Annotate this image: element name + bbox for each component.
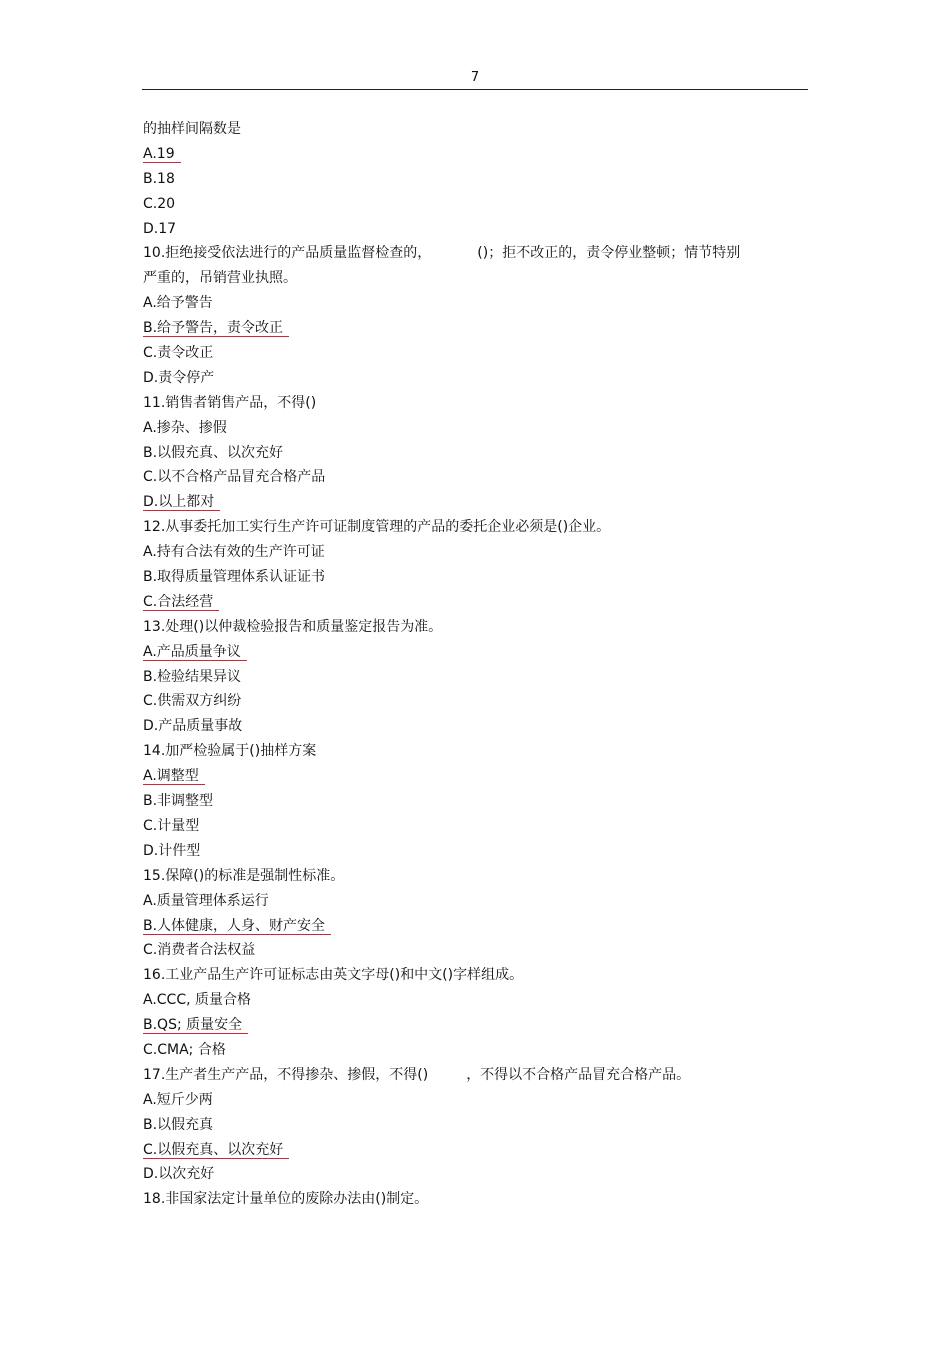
page-number: 7 — [470, 70, 480, 85]
q12-option-a: A.持有合法有效的生产许可证 — [143, 544, 325, 561]
header-rule — [142, 89, 808, 90]
question-10-part2: ()；拒不改正的，责令停业整顿；情节特别 — [477, 245, 741, 262]
question-13: 13.处理()以仲裁检验报告和质量鉴定报告为准。 — [143, 618, 443, 635]
question-12: 12.从事委托加工实行生产许可证制度管理的产品的委托企业必须是()企业。 — [143, 519, 611, 536]
q11-option-d — [143, 490, 803, 515]
question-15: 15.保障()的标准是强制性标准。 — [143, 867, 345, 884]
question-11: 11.销售者销售产品，不得() — [143, 394, 317, 411]
q17-option-a: A.短斤少两 — [143, 1091, 213, 1108]
q12-option-c — [143, 590, 803, 615]
q16-option-c: C.CMA; 合格 — [143, 1041, 226, 1058]
marked-answer: B.人体健康，人身、财产安全 — [143, 918, 331, 935]
q9-option-c: C.20 — [143, 195, 176, 212]
question-17 — [143, 1063, 803, 1088]
question-17-part1: 17.生产者生产产品，不得掺杂、掺假，不得() — [143, 1066, 429, 1083]
q15-option-b — [143, 914, 803, 939]
q17-option-d: D.以次充好 — [143, 1166, 215, 1183]
q13-option-b: B.检验结果异议 — [143, 668, 242, 685]
marked-answer: B.给予警告，责令改正 — [143, 320, 289, 337]
q10-option-a: A.给予警告 — [143, 295, 213, 312]
q14-option-a — [143, 764, 803, 789]
q14-option-d: D.计件型 — [143, 842, 201, 859]
q9-option-d: D.17 — [143, 220, 177, 237]
marked-answer: C.以假充真、以次充好 — [143, 1142, 289, 1159]
marked-answer: A.产品质量争议 — [143, 644, 247, 661]
q16-option-b — [143, 1013, 803, 1038]
q13-option-c: C.供需双方纠纷 — [143, 693, 242, 710]
marked-answer: C.合法经营 — [143, 594, 219, 611]
q17-option-b: B.以假充真 — [143, 1116, 214, 1133]
q14-option-b: B.非调整型 — [143, 793, 214, 810]
q11-option-a: A.掺杂、掺假 — [143, 419, 227, 436]
document-body — [143, 117, 803, 1212]
q10-option-d: D.责令停产 — [143, 369, 215, 386]
question-10 — [143, 241, 803, 266]
marked-answer: A.19 — [143, 146, 181, 163]
q11-option-b: B.以假充真、以次充好 — [143, 444, 284, 461]
q10-option-b — [143, 316, 803, 341]
question-14: 14.加严检验属于()抽样方案 — [143, 743, 317, 760]
marked-answer: D.以上都对 — [143, 494, 220, 511]
q15-option-a: A.质量管理体系运行 — [143, 892, 269, 909]
q9-option-a — [143, 142, 803, 167]
marked-answer: A.调整型 — [143, 768, 205, 785]
q17-option-c — [143, 1138, 803, 1163]
q10-option-c: C.责令改正 — [143, 345, 214, 362]
question-10-continuation: 严重的，吊销营业执照。 — [143, 270, 297, 287]
q12-option-b: B.取得质量管理体系认证证书 — [143, 569, 326, 586]
question-16: 16.工业产品生产许可证标志由英文字母()和中文()字样组成。 — [143, 967, 524, 984]
q15-option-c: C.消费者合法权益 — [143, 942, 256, 959]
question-18: 18.非国家法定计量单位的废除办法由()制定。 — [143, 1191, 429, 1208]
q9-option-b: B.18 — [143, 170, 175, 187]
question-17-part2: ，不得以不合格产品冒充合格产品。 — [466, 1066, 691, 1083]
q13-option-a — [143, 640, 803, 665]
question-10-part1: 10.拒绝接受依法进行的产品质量监督检查的， — [143, 245, 432, 262]
marked-answer: B.QS; 质量安全 — [143, 1017, 248, 1034]
q13-option-d: D.产品质量事故 — [143, 718, 243, 735]
q16-option-a: A.CCC, 质量合格 — [143, 992, 252, 1009]
q11-option-c: C.以不合格产品冒充合格产品 — [143, 469, 326, 486]
q14-option-c: C.计量型 — [143, 817, 200, 834]
question-9-continuation: 的抽样间隔数是 — [143, 121, 241, 137]
